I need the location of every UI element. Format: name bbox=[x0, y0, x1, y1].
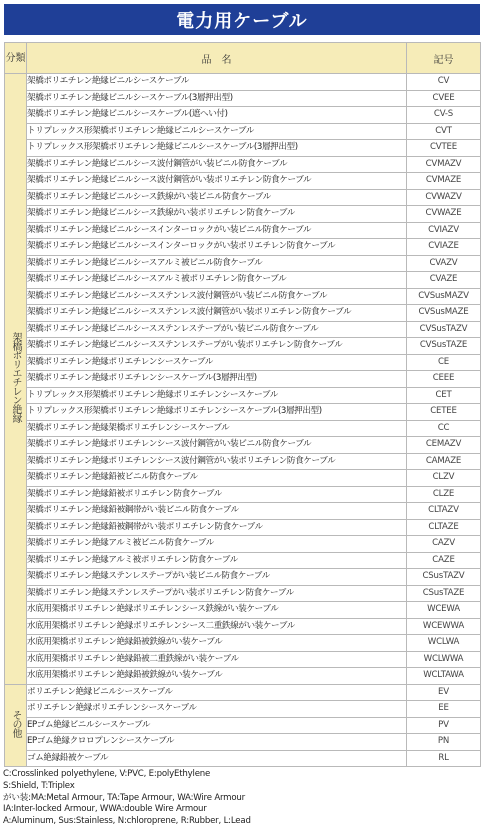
cable-code: CC bbox=[407, 420, 481, 437]
table-row bbox=[5, 222, 481, 239]
category-cell bbox=[5, 684, 27, 767]
cable-code: RL bbox=[407, 750, 481, 767]
cable-code: EV bbox=[407, 684, 481, 701]
cable-code: CLZV bbox=[407, 470, 481, 487]
table-row bbox=[5, 305, 481, 322]
cable-name: 架橋ポリエチレン絶縁ビニルシースインターロックがい装ポリエチレン防食ケーブル bbox=[27, 239, 407, 256]
abbreviation-legend bbox=[3, 769, 481, 828]
table-row bbox=[5, 272, 481, 289]
cable-name: トリプレックス形架橋ポリエチレン絶縁ビニルシースケーブル(3層押出型) bbox=[27, 140, 407, 157]
cable-code: CV bbox=[407, 74, 481, 91]
table-row bbox=[5, 371, 481, 388]
table-row bbox=[5, 189, 481, 206]
cable-name: 水底用架橋ポリエチレン絶縁鉛被鉄線がい装ケーブル bbox=[27, 668, 407, 685]
cable-code: CVEE bbox=[407, 90, 481, 107]
cable-code: CVIAZV bbox=[407, 222, 481, 239]
cable-code: WCLWA bbox=[407, 635, 481, 652]
cable-name: 水底用架橋ポリエチレン絶縁鉛被鉄線がい装ケーブル bbox=[27, 635, 407, 652]
table-row bbox=[5, 684, 481, 701]
table-row bbox=[5, 107, 481, 124]
category-label: その他 bbox=[10, 710, 21, 738]
cable-name: 架橋ポリエチレン絶縁ビニルシースステンレス波付鋼管がい装ビニル防食ケーブル bbox=[27, 288, 407, 305]
cable-code: CVIAZE bbox=[407, 239, 481, 256]
legend-line: S:Shield, T:Triplex bbox=[3, 780, 75, 791]
cable-code: WCLWWA bbox=[407, 651, 481, 668]
cable-name: 架橋ポリエチレン絶縁鉛被鋼帯がい装ビニル防食ケーブル bbox=[27, 503, 407, 520]
table-row bbox=[5, 239, 481, 256]
table-row bbox=[5, 585, 481, 602]
cable-code: PN bbox=[407, 734, 481, 751]
cable-code: CSusTAZE bbox=[407, 585, 481, 602]
cable-name: 架橋ポリエチレン絶縁架橋ポリエチレンシースケーブル bbox=[27, 420, 407, 437]
cable-name: 架橋ポリエチレン絶縁ビニルシースアルミ被ポリエチレン防食ケーブル bbox=[27, 272, 407, 289]
cable-name: 水底用架橋ポリエチレン絶縁ポリエチレンシース二重鉄線がい装ケーブル bbox=[27, 618, 407, 635]
cable-name: 架橋ポリエチレン絶縁アルミ被ビニル防食ケーブル bbox=[27, 536, 407, 553]
cable-code: CVAZE bbox=[407, 272, 481, 289]
cable-name: 架橋ポリエチレン絶縁ビニルシース鉄線がい装ポリエチレン防食ケーブル bbox=[27, 206, 407, 223]
cable-name: 架橋ポリエチレン絶縁ビニルシースインターロックがい装ビニル防食ケーブル bbox=[27, 222, 407, 239]
table-row bbox=[5, 602, 481, 619]
cable-code: CET bbox=[407, 387, 481, 404]
cable-name: 架橋ポリエチレン絶縁ビニルシース鉄線がい装ビニル防食ケーブル bbox=[27, 189, 407, 206]
cable-code: CVTEE bbox=[407, 140, 481, 157]
table-row bbox=[5, 651, 481, 668]
cable-code: CLTAZV bbox=[407, 503, 481, 520]
cable-code: EE bbox=[407, 701, 481, 718]
table-row bbox=[5, 618, 481, 635]
table-header-row bbox=[5, 43, 481, 74]
cable-name: 架橋ポリエチレン絶縁ビニルシースケーブル(遮へい付) bbox=[27, 107, 407, 124]
cable-name: 架橋ポリエチレン絶縁ビニルシースアルミ被ビニル防食ケーブル bbox=[27, 255, 407, 272]
cable-name: 架橋ポリエチレン絶縁ポリエチレンシース波付鋼管がい装ポリエチレン防食ケーブル bbox=[27, 453, 407, 470]
table-row bbox=[5, 387, 481, 404]
table-row bbox=[5, 503, 481, 520]
cable-code: CEEE bbox=[407, 371, 481, 388]
cable-code: CAMAZE bbox=[407, 453, 481, 470]
table-row bbox=[5, 338, 481, 355]
cable-code: CVSusTAZV bbox=[407, 321, 481, 338]
cable-code: CAZE bbox=[407, 552, 481, 569]
cable-name: 架橋ポリエチレン絶縁ステンレステープがい装ポリエチレン防食ケーブル bbox=[27, 585, 407, 602]
table-row bbox=[5, 668, 481, 685]
table-row bbox=[5, 173, 481, 190]
cable-name: EPゴム絶縁ビニルシースケーブル bbox=[27, 717, 407, 734]
table-row bbox=[5, 569, 481, 586]
cable-name: 架橋ポリエチレン絶縁ポリエチレンシース波付鋼管がい装ビニル防食ケーブル bbox=[27, 437, 407, 454]
cable-code: CSusTAZV bbox=[407, 569, 481, 586]
legend-line: A:Aluminum, Sus:Stainless, N:chloroprene, R:Rubber, L:Lead bbox=[3, 816, 251, 827]
cable-code: WCEWWA bbox=[407, 618, 481, 635]
legend-line: IA:Inter-locked Armour, WWA:double Wire Armour bbox=[3, 804, 207, 815]
cable-code: CVT bbox=[407, 123, 481, 140]
table-row bbox=[5, 420, 481, 437]
cable-name: トリプレックス形架橋ポリエチレン絶縁ポリエチレンシースケーブル(3層押出型) bbox=[27, 404, 407, 421]
table-row bbox=[5, 635, 481, 652]
table-row bbox=[5, 701, 481, 718]
table-row bbox=[5, 717, 481, 734]
cable-name: 架橋ポリエチレン絶縁ビニルシースステンレス波付鋼管がい装ポリエチレン防食ケーブル bbox=[27, 305, 407, 322]
category-cell bbox=[5, 74, 27, 685]
category-label: 架橋ポリエチレン絶縁 bbox=[10, 332, 21, 423]
header-name: 品 名 bbox=[27, 43, 407, 74]
table-row bbox=[5, 156, 481, 173]
cable-name: ポリエチレン絶縁ポリエチレンシースケーブル bbox=[27, 701, 407, 718]
cable-code: WCLTAWA bbox=[407, 668, 481, 685]
cable-name: トリプレックス形架橋ポリエチレン絶縁ポリエチレンシースケーブル bbox=[27, 387, 407, 404]
header-category-label: 分類 bbox=[5, 52, 26, 64]
table-row bbox=[5, 206, 481, 223]
cable-name: トリプレックス形架橋ポリエチレン絶縁ビニルシースケーブル bbox=[27, 123, 407, 140]
cable-name: 架橋ポリエチレン絶縁ポリエチレンシースケーブル bbox=[27, 354, 407, 371]
table-row bbox=[5, 123, 481, 140]
cable-name: 水底用架橋ポリエチレン絶縁鉛被二重鉄線がい装ケーブル bbox=[27, 651, 407, 668]
table-row bbox=[5, 404, 481, 421]
cable-name: 架橋ポリエチレン絶縁ビニルシースステンレステープがい装ポリエチレン防食ケーブル bbox=[27, 338, 407, 355]
table-row bbox=[5, 486, 481, 503]
cable-name: 架橋ポリエチレン絶縁ステンレステープがい装ビニル防食ケーブル bbox=[27, 569, 407, 586]
cable-name: ポリエチレン絶縁ビニルシースケーブル bbox=[27, 684, 407, 701]
cable-code: CETEE bbox=[407, 404, 481, 421]
cable-name: 架橋ポリエチレン絶縁ポリエチレンシースケーブル(3層押出型) bbox=[27, 371, 407, 388]
table-row bbox=[5, 734, 481, 751]
cable-name: 架橋ポリエチレン絶縁ビニルシースケーブル bbox=[27, 74, 407, 91]
cable-name: 水底用架橋ポリエチレン絶縁ポリエチレンシース鉄線がい装ケーブル bbox=[27, 602, 407, 619]
cable-code: CLTAZE bbox=[407, 519, 481, 536]
cable-name: 架橋ポリエチレン絶縁ビニルシース波付鋼管がい装ビニル防食ケーブル bbox=[27, 156, 407, 173]
cable-name: 架橋ポリエチレン絶縁アルミ被ポリエチレン防食ケーブル bbox=[27, 552, 407, 569]
legend-line: がい装:MA:Metal Armour, TA:Tape Armour, WA:Wire Armour bbox=[3, 792, 245, 803]
table-row bbox=[5, 536, 481, 553]
table-row bbox=[5, 321, 481, 338]
cable-code: CVMAZV bbox=[407, 156, 481, 173]
cable-name: 架橋ポリエチレン絶縁ビニルシースケーブル(3層押出型) bbox=[27, 90, 407, 107]
cable-name: ゴム絶縁鉛被ケーブル bbox=[27, 750, 407, 767]
cable-name: 架橋ポリエチレン絶縁鉛被鋼帯がい装ポリエチレン防食ケーブル bbox=[27, 519, 407, 536]
cable-name: 架橋ポリエチレン絶縁鉛被ビニル防食ケーブル bbox=[27, 470, 407, 487]
table-row bbox=[5, 519, 481, 536]
cable-name: 架橋ポリエチレン絶縁ビニルシース波付鋼管がい装ポリエチレン防食ケーブル bbox=[27, 173, 407, 190]
table-row bbox=[5, 90, 481, 107]
table-row bbox=[5, 255, 481, 272]
table-row bbox=[5, 453, 481, 470]
table-row bbox=[5, 750, 481, 767]
cable-code: CVWAZV bbox=[407, 189, 481, 206]
table-row bbox=[5, 288, 481, 305]
cable-name: EPゴム絶縁クロロプレンシースケーブル bbox=[27, 734, 407, 751]
table-row bbox=[5, 552, 481, 569]
cable-code: WCEWA bbox=[407, 602, 481, 619]
table-body bbox=[5, 74, 481, 767]
page-title: 電力用ケーブル bbox=[4, 4, 480, 35]
table-row bbox=[5, 437, 481, 454]
cable-code: CE bbox=[407, 354, 481, 371]
cable-code: PV bbox=[407, 717, 481, 734]
cable-code: CV-S bbox=[407, 107, 481, 124]
cable-name: 架橋ポリエチレン絶縁鉛被ポリエチレン防食ケーブル bbox=[27, 486, 407, 503]
header-code: 記号 bbox=[407, 43, 481, 74]
cable-code: CEMAZV bbox=[407, 437, 481, 454]
cable-code: CVAZV bbox=[407, 255, 481, 272]
cable-code: CLZE bbox=[407, 486, 481, 503]
cable-code: CVMAZE bbox=[407, 173, 481, 190]
table-row bbox=[5, 74, 481, 91]
cable-name: 架橋ポリエチレン絶縁ビニルシースステンレステープがい装ビニル防食ケーブル bbox=[27, 321, 407, 338]
table-row bbox=[5, 140, 481, 157]
table-row bbox=[5, 470, 481, 487]
cable-code: CVSusTAZE bbox=[407, 338, 481, 355]
legend-line: C:Crosslinked polyethylene, V:PVC, E:polyEthylene bbox=[3, 769, 211, 779]
table-row bbox=[5, 354, 481, 371]
header-category bbox=[5, 43, 27, 74]
cable-code: CVWAZE bbox=[407, 206, 481, 223]
cable-code: CVSusMAZV bbox=[407, 288, 481, 305]
cable-code: CVSusMAZE bbox=[407, 305, 481, 322]
cable-table bbox=[4, 42, 481, 767]
cable-code: CAZV bbox=[407, 536, 481, 553]
